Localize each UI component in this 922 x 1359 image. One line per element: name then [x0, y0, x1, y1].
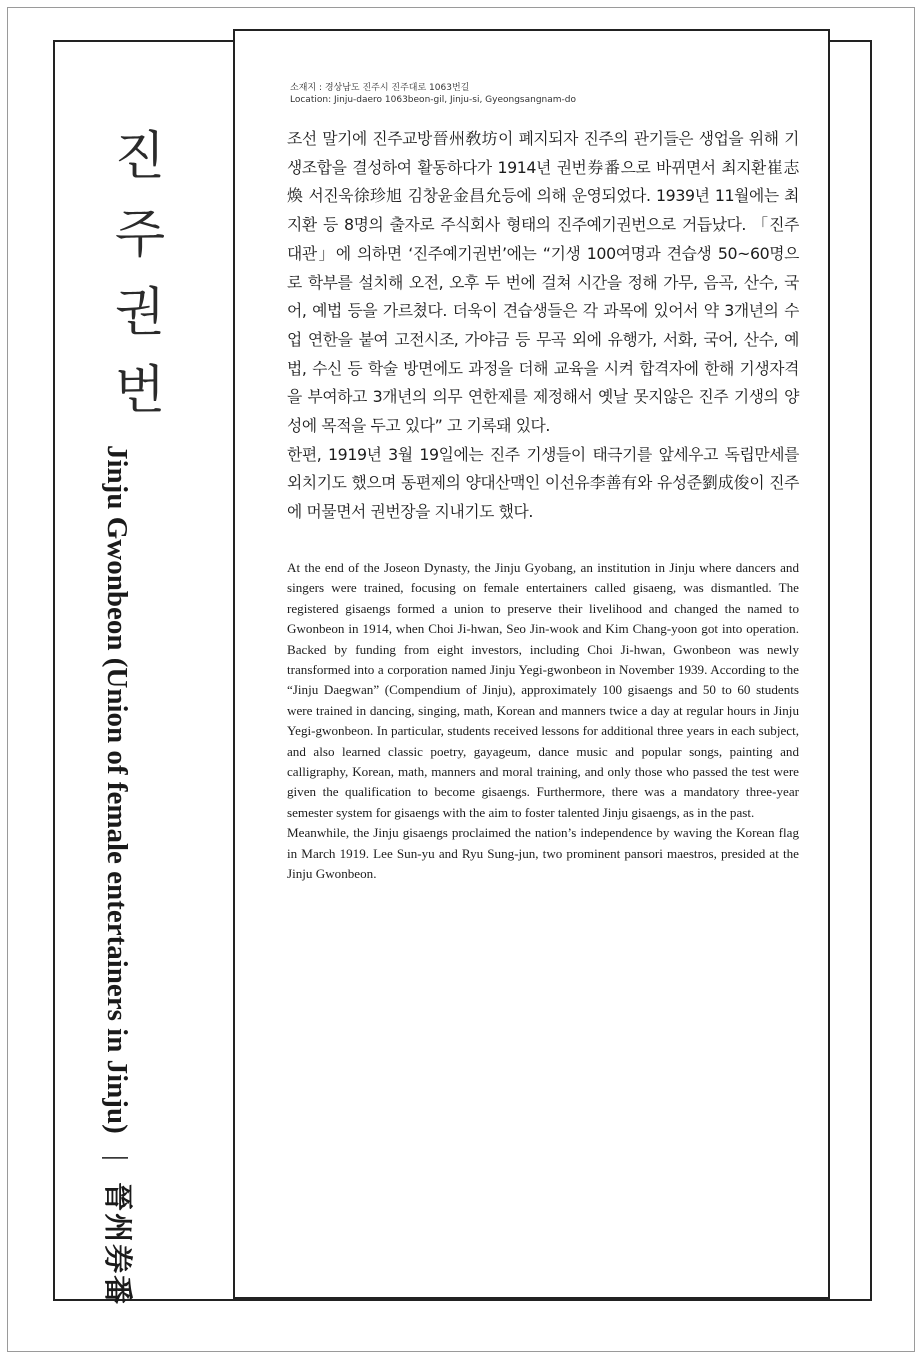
english-title: Jinju Gwonbeon (Union of female entertainers in Jinju)	[101, 445, 133, 1134]
korean-title	[100, 118, 180, 430]
location-korean: 소재지 : 경상남도 진주시 진주대로 1063번길	[290, 83, 470, 93]
english-body	[287, 558, 799, 885]
location-english: Location: Jinju-daero 1063beon-gil, Jinju-si, Gyeongsangnam-do	[290, 95, 577, 105]
korean-body	[287, 125, 799, 527]
korean-paragraph: 한편, 1919년 3월 19일에는 진주 기생들이 태극기를 앞세우고 독립만세를 외치기도 했으며 동편제의 양대산맥인 이선유李善有와 유성준劉成俊이 진주에 머물면서 권번장을 지내기도 했다.	[287, 444, 799, 522]
english-paragraph: At the end of the Joseon Dynasty, the Jinju Gyobang, an institution in Jinju where dancers and singers were trained, focusing on female entertainers called gisaeng, was dismantled. The registered gisaengs formed a union to preserve their livelihood and changed the named to Gwonbeon in 1914, when Choi Ji-hwan, Seo Jin-wook and Kim Chang-yoon got into operation. Backed by funding from eight investors, including Choi Ji-hwan, Gwonbeon was newly transformed into a corporation named Jinju Yegi-gwonbeon in November 1939. According to the “Jinju Daegwan” (Compendium of Jinju), approximately 100 gisaengs and 50 to 60 students were trained in dancing, singing, math, Korean and manners twice a day at regular hours in Jinju Yegi-gwonbeon. In particular, students received lessons for additional three years in each subject, and also learned classic poetry, gayageum, dance music and popular songs, painting and calligraphy, Korean, math, manners and moral training, and only those who passed the test were given the qualification to become gisaengs. Furthermore, there was a mandatory three-year semester system for gisaengs with the aim to foster talented Jinju gisaengs, as in the past.	[287, 560, 799, 820]
title-char: 권	[114, 283, 166, 343]
hanja-title: 晉州券番	[101, 1182, 135, 1307]
location-block	[290, 82, 576, 106]
english-paragraph: Meanwhile, the Jinju gisaengs proclaimed the nation’s independence by waving the Korean flag in March 1919. Lee Sun-yu and Ryu Sung-jun, two prominent pansori maestros, presided at the Jinju Gwonbeon.	[287, 825, 799, 882]
korean-paragraph: 조선 말기에 진주교방晉州敎坊이 폐지되자 진주의 관기들은 생업을 위해 기생조합을 결성하여 활동하다가 1914년 권번券番으로 바뀌면서 최지환崔志煥 서진욱徐珍旭 김창윤金昌允등에 의해 운영되었다. 1939년 11월에는 최지환 등 8명의 출자로 주식회사 형태의 진주예기권번으로 거듭났다. 「진주대관」에 의하면 ‘진주예기권번’에는 “기생 100여명과 견습생 50~60명으로 학부를 설치해 오전, 오후 두 번에 걸쳐 시간을 정해 가무, 음곡, 산수, 국어, 예법 등을 가르쳤다. 더욱이 견습생들은 각 과목에 있어서 약 3개년의 수업 연한을 붙여 고전시조, 가야금 등 무곡 외에 유행가, 서화, 국어, 산수, 예법, 수신 등 학술 방면에도 과정을 더해 교육을 시켜 합격자에 한해 기생자격을 부여하고 3개년의 의무 연한제를 제정해서 옛날 못지않은 진주 기생의 양성에 목적을 두고 있다” 고 기록돼 있다.	[287, 129, 799, 436]
title-char: 주	[114, 205, 166, 265]
title-char: 진	[114, 127, 166, 187]
vertical-english-title	[99, 445, 140, 1306]
title-char: 번	[114, 361, 166, 421]
title-separator: |	[101, 1155, 133, 1161]
